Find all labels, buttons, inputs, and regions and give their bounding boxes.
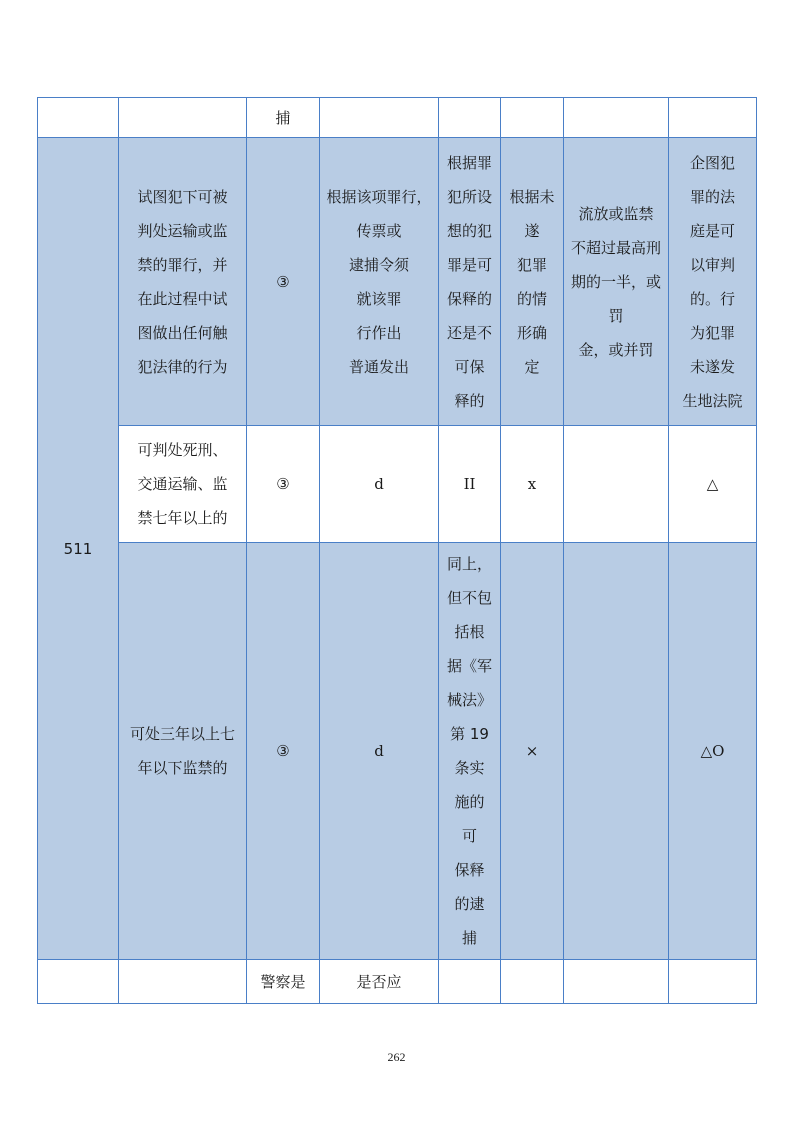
process-cell: d (320, 426, 439, 543)
schedule-cell: ③ (247, 138, 320, 426)
table-cell (564, 960, 669, 1004)
table-cell (119, 98, 247, 138)
offense-cell: 试图犯下可被 判处运输或监 禁的罪行，并 在此过程中试 图做出任何触 犯法律的行为 (119, 138, 247, 426)
table-cell (439, 98, 501, 138)
table-row (38, 960, 757, 1004)
table-row (38, 543, 757, 960)
punishment-cell (564, 543, 669, 960)
schedule-cell: ③ (247, 426, 320, 543)
table-row (38, 138, 757, 426)
offense-table (37, 97, 757, 1004)
offense-cell: 可判处死刑、 交通运输、监 禁七年以上的 (119, 426, 247, 543)
bail-cell: 根据罪 犯所设 想的犯 罪是可 保释的 还是不 可保 释的 (439, 138, 501, 426)
compoundable-cell: 根据未 遂 犯罪 的情 形确 定 (501, 138, 564, 426)
table-row (38, 426, 757, 543)
offense-cell: 可处三年以上七 年以下监禁的 (119, 543, 247, 960)
compoundable-cell: x (501, 426, 564, 543)
table-cell (320, 98, 439, 138)
table-cell (38, 98, 119, 138)
schedule-cell: ③ (247, 543, 320, 960)
table-cell: 是否应 (320, 960, 439, 1004)
process-cell: d (320, 543, 439, 960)
table-cell (669, 960, 757, 1004)
court-cell: △ (669, 426, 757, 543)
table-cell (38, 960, 119, 1004)
table-cell (119, 960, 247, 1004)
compoundable-cell: × (501, 543, 564, 960)
court-cell: 企图犯 罪的法 庭是可 以审判 的。行 为犯罪 未遂发 生地法院 (669, 138, 757, 426)
table-cell (564, 98, 669, 138)
punishment-cell (564, 426, 669, 543)
bail-cell: 同上， 但不包 括根 据《军 械法》 第 19 条实 施的 可 保释 的逮 捕 (439, 543, 501, 960)
page-number: 262 (387, 1050, 406, 1064)
punishment-cell: 流放或监禁 不超过最高刑 期的一半，或罚 金，或并罚 (564, 138, 669, 426)
process-cell: 根据该项罪行， 传票或 逮捕令须 就该罪 行作出 普通发出 (320, 138, 439, 426)
table-cell: 警察是 (247, 960, 320, 1004)
section-number: 511 (38, 138, 119, 960)
table-cell (439, 960, 501, 1004)
table-row (38, 98, 757, 138)
bail-cell: II (439, 426, 501, 543)
table-cell: 捕 (247, 98, 320, 138)
court-cell: △O (669, 543, 757, 960)
table-cell (501, 960, 564, 1004)
table-cell (501, 98, 564, 138)
table-cell (669, 98, 757, 138)
